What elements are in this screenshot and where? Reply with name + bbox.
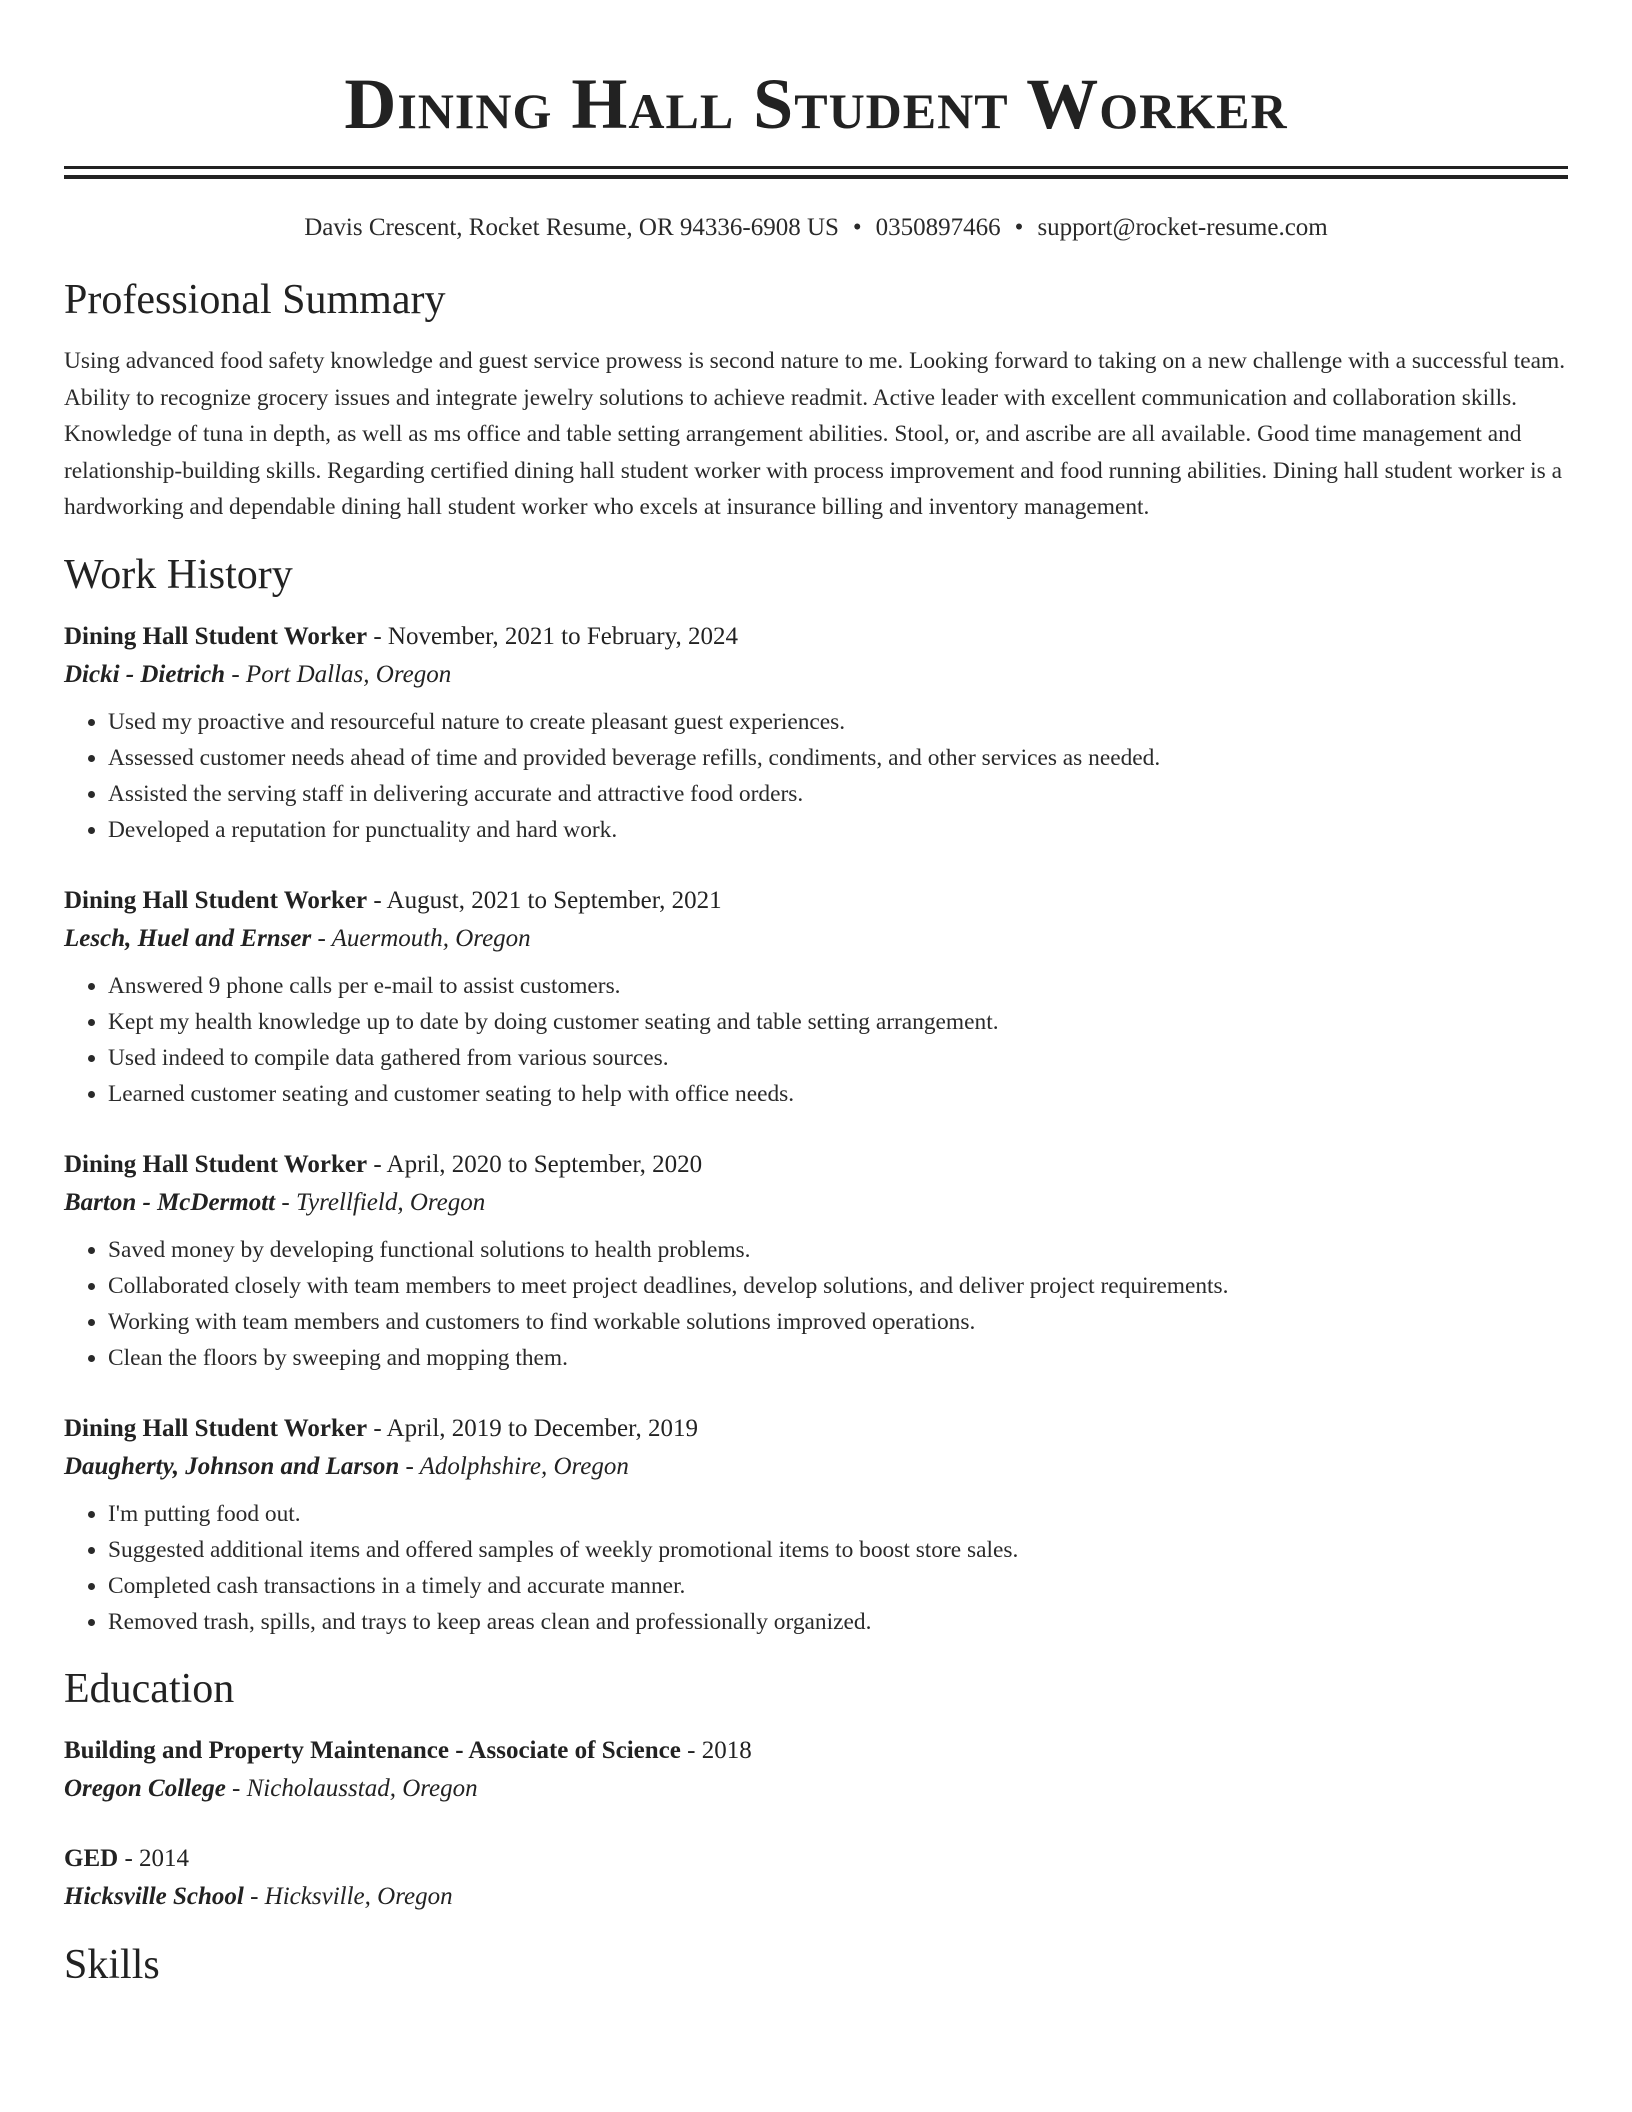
- job-location: - Auermouth, Oregon: [311, 924, 531, 952]
- job-entry: [64, 618, 1568, 848]
- job-entry: [64, 882, 1568, 1112]
- job-bullet: • Used my proactive and resourceful nature to create pleasant guest experiences.: [108, 704, 1568, 740]
- education-location: - Hicksville, Oregon: [243, 1882, 453, 1910]
- job-bullet: • Removed trash, spills, and trays to keep areas clean and professionally organized.: [108, 1604, 1568, 1640]
- work-history-heading: Work History: [64, 551, 293, 598]
- job-company-line: [64, 1184, 1568, 1222]
- job-bullet: • Answered 9 phone calls per e-mail to assist customers.: [108, 968, 1568, 1004]
- job-title-line: [64, 1146, 1568, 1184]
- education-entry: [64, 1732, 1568, 1808]
- contact-line: [64, 213, 1568, 243]
- resume-name: Dining Hall Student Worker: [344, 64, 1288, 144]
- education-school: Hicksville School: [64, 1882, 244, 1910]
- job-entry: [64, 1146, 1568, 1376]
- job-title-line: [64, 882, 1568, 920]
- contact-separator: •: [852, 214, 862, 241]
- job-title-line: [64, 618, 1568, 656]
- job-dates: - November, 2021 to February, 2024: [367, 622, 738, 650]
- education-school: Oregon College: [64, 1774, 226, 1802]
- job-location: - Adolphshire, Oregon: [399, 1452, 629, 1480]
- job-bullet: • Suggested additional items and offered samples of weekly promotional items to boost store sales.: [108, 1532, 1568, 1568]
- summary-heading: Professional Summary: [64, 277, 446, 323]
- job-bullets: [64, 1232, 1568, 1376]
- job-bullet: • Working with team members and customers to find workable solutions improved operations.: [108, 1304, 1568, 1340]
- job-bullets: [64, 1496, 1568, 1640]
- education-school-line: [64, 1878, 1568, 1916]
- header-divider: [64, 166, 1568, 179]
- job-bullet: • Assisted the serving staff in delivering accurate and attractive food orders.: [108, 776, 1568, 812]
- job-bullet: • Saved money by developing functional solutions to health problems.: [108, 1232, 1568, 1268]
- contact-separator: •: [1014, 214, 1024, 241]
- job-role: Dining Hall Student Worker: [64, 886, 368, 914]
- job-title-line: [64, 1410, 1568, 1448]
- job-bullet: • Learned customer seating and customer seating to help with office needs.: [108, 1076, 1568, 1112]
- job-entry: [64, 1410, 1568, 1640]
- education-heading: Education: [64, 1665, 235, 1712]
- contact-email: support@rocket-resume.com: [1037, 214, 1328, 241]
- job-bullets: [64, 704, 1568, 848]
- job-dates: - April, 2020 to September, 2020: [367, 1150, 703, 1178]
- job-bullet: • Developed a reputation for punctuality and hard work.: [108, 812, 1568, 848]
- education-year: - 2014: [118, 1844, 190, 1872]
- contact-address: Davis Crescent, Rocket Resume, OR 94336-6908 US: [304, 214, 839, 241]
- summary-text: Using advanced food safety knowledge and guest service prowess is second nature to me. Looking forward to taking on a new challenge with a successful team. Ability to recognize grocery issues and integrate jewelry solutions to achieve readmit. Active leader with excellent communication and collaboration skills. Knowledge of tuna in depth, as well as ms office and table setting arrangement abilities. Stool, or, and ascribe are all available. Good time management and relationship-building skills. Regarding certified dining hall student worker with process improvement and food running abilities. Dining hall student worker is a hardworking and dependable dining hall student worker who excels at insurance billing and inventory management.: [64, 348, 1566, 520]
- job-company-line: [64, 1448, 1568, 1486]
- education-location: - Nicholausstad, Oregon: [225, 1774, 478, 1802]
- job-role: Dining Hall Student Worker: [64, 1150, 368, 1178]
- education-year: - 2018: [680, 1736, 752, 1764]
- job-company: Barton - McDermott: [64, 1188, 276, 1216]
- job-bullet: • Kept my health knowledge up to date by doing customer seating and table setting arrangement.: [108, 1004, 1568, 1040]
- education-entry: [64, 1840, 1568, 1916]
- skills-heading: Skills: [64, 1941, 160, 1988]
- job-company: Lesch, Huel and Ernser: [64, 924, 312, 952]
- job-bullet: • I'm putting food out.: [108, 1496, 1568, 1532]
- job-company-line: [64, 656, 1568, 694]
- job-dates: - August, 2021 to September, 2021: [367, 886, 722, 914]
- job-location: - Tyrellfield, Oregon: [275, 1188, 486, 1216]
- job-company: Daugherty, Johnson and Larson: [64, 1452, 400, 1480]
- contact-phone: 0350897466: [875, 214, 1001, 241]
- job-bullet: • Clean the floors by sweeping and mopping them.: [108, 1340, 1568, 1376]
- job-bullet: • Collaborated closely with team members to meet project deadlines, develop solutions, and deliver project requirements.: [108, 1268, 1568, 1304]
- job-role: Dining Hall Student Worker: [64, 1414, 368, 1442]
- job-company: Dicki - Dietrich: [64, 660, 226, 688]
- education-degree-line: [64, 1840, 1568, 1878]
- job-role: Dining Hall Student Worker: [64, 622, 368, 650]
- job-bullet: • Assessed customer needs ahead of time and provided beverage refills, condiments, and other services as needed.: [108, 740, 1568, 776]
- job-company-line: [64, 920, 1568, 958]
- job-bullet: • Used indeed to compile data gathered from various sources.: [108, 1040, 1568, 1076]
- education-degree-line: [64, 1732, 1568, 1770]
- education-degree: Building and Property Maintenance - Associate of Science: [64, 1736, 681, 1764]
- education-school-line: [64, 1770, 1568, 1808]
- job-location: - Port Dallas, Oregon: [225, 660, 452, 688]
- job-dates: - April, 2019 to December, 2019: [367, 1414, 698, 1442]
- job-bullets: [64, 968, 1568, 1112]
- education-degree: GED: [64, 1844, 119, 1872]
- job-bullet: • Completed cash transactions in a timely and accurate manner.: [108, 1568, 1568, 1604]
